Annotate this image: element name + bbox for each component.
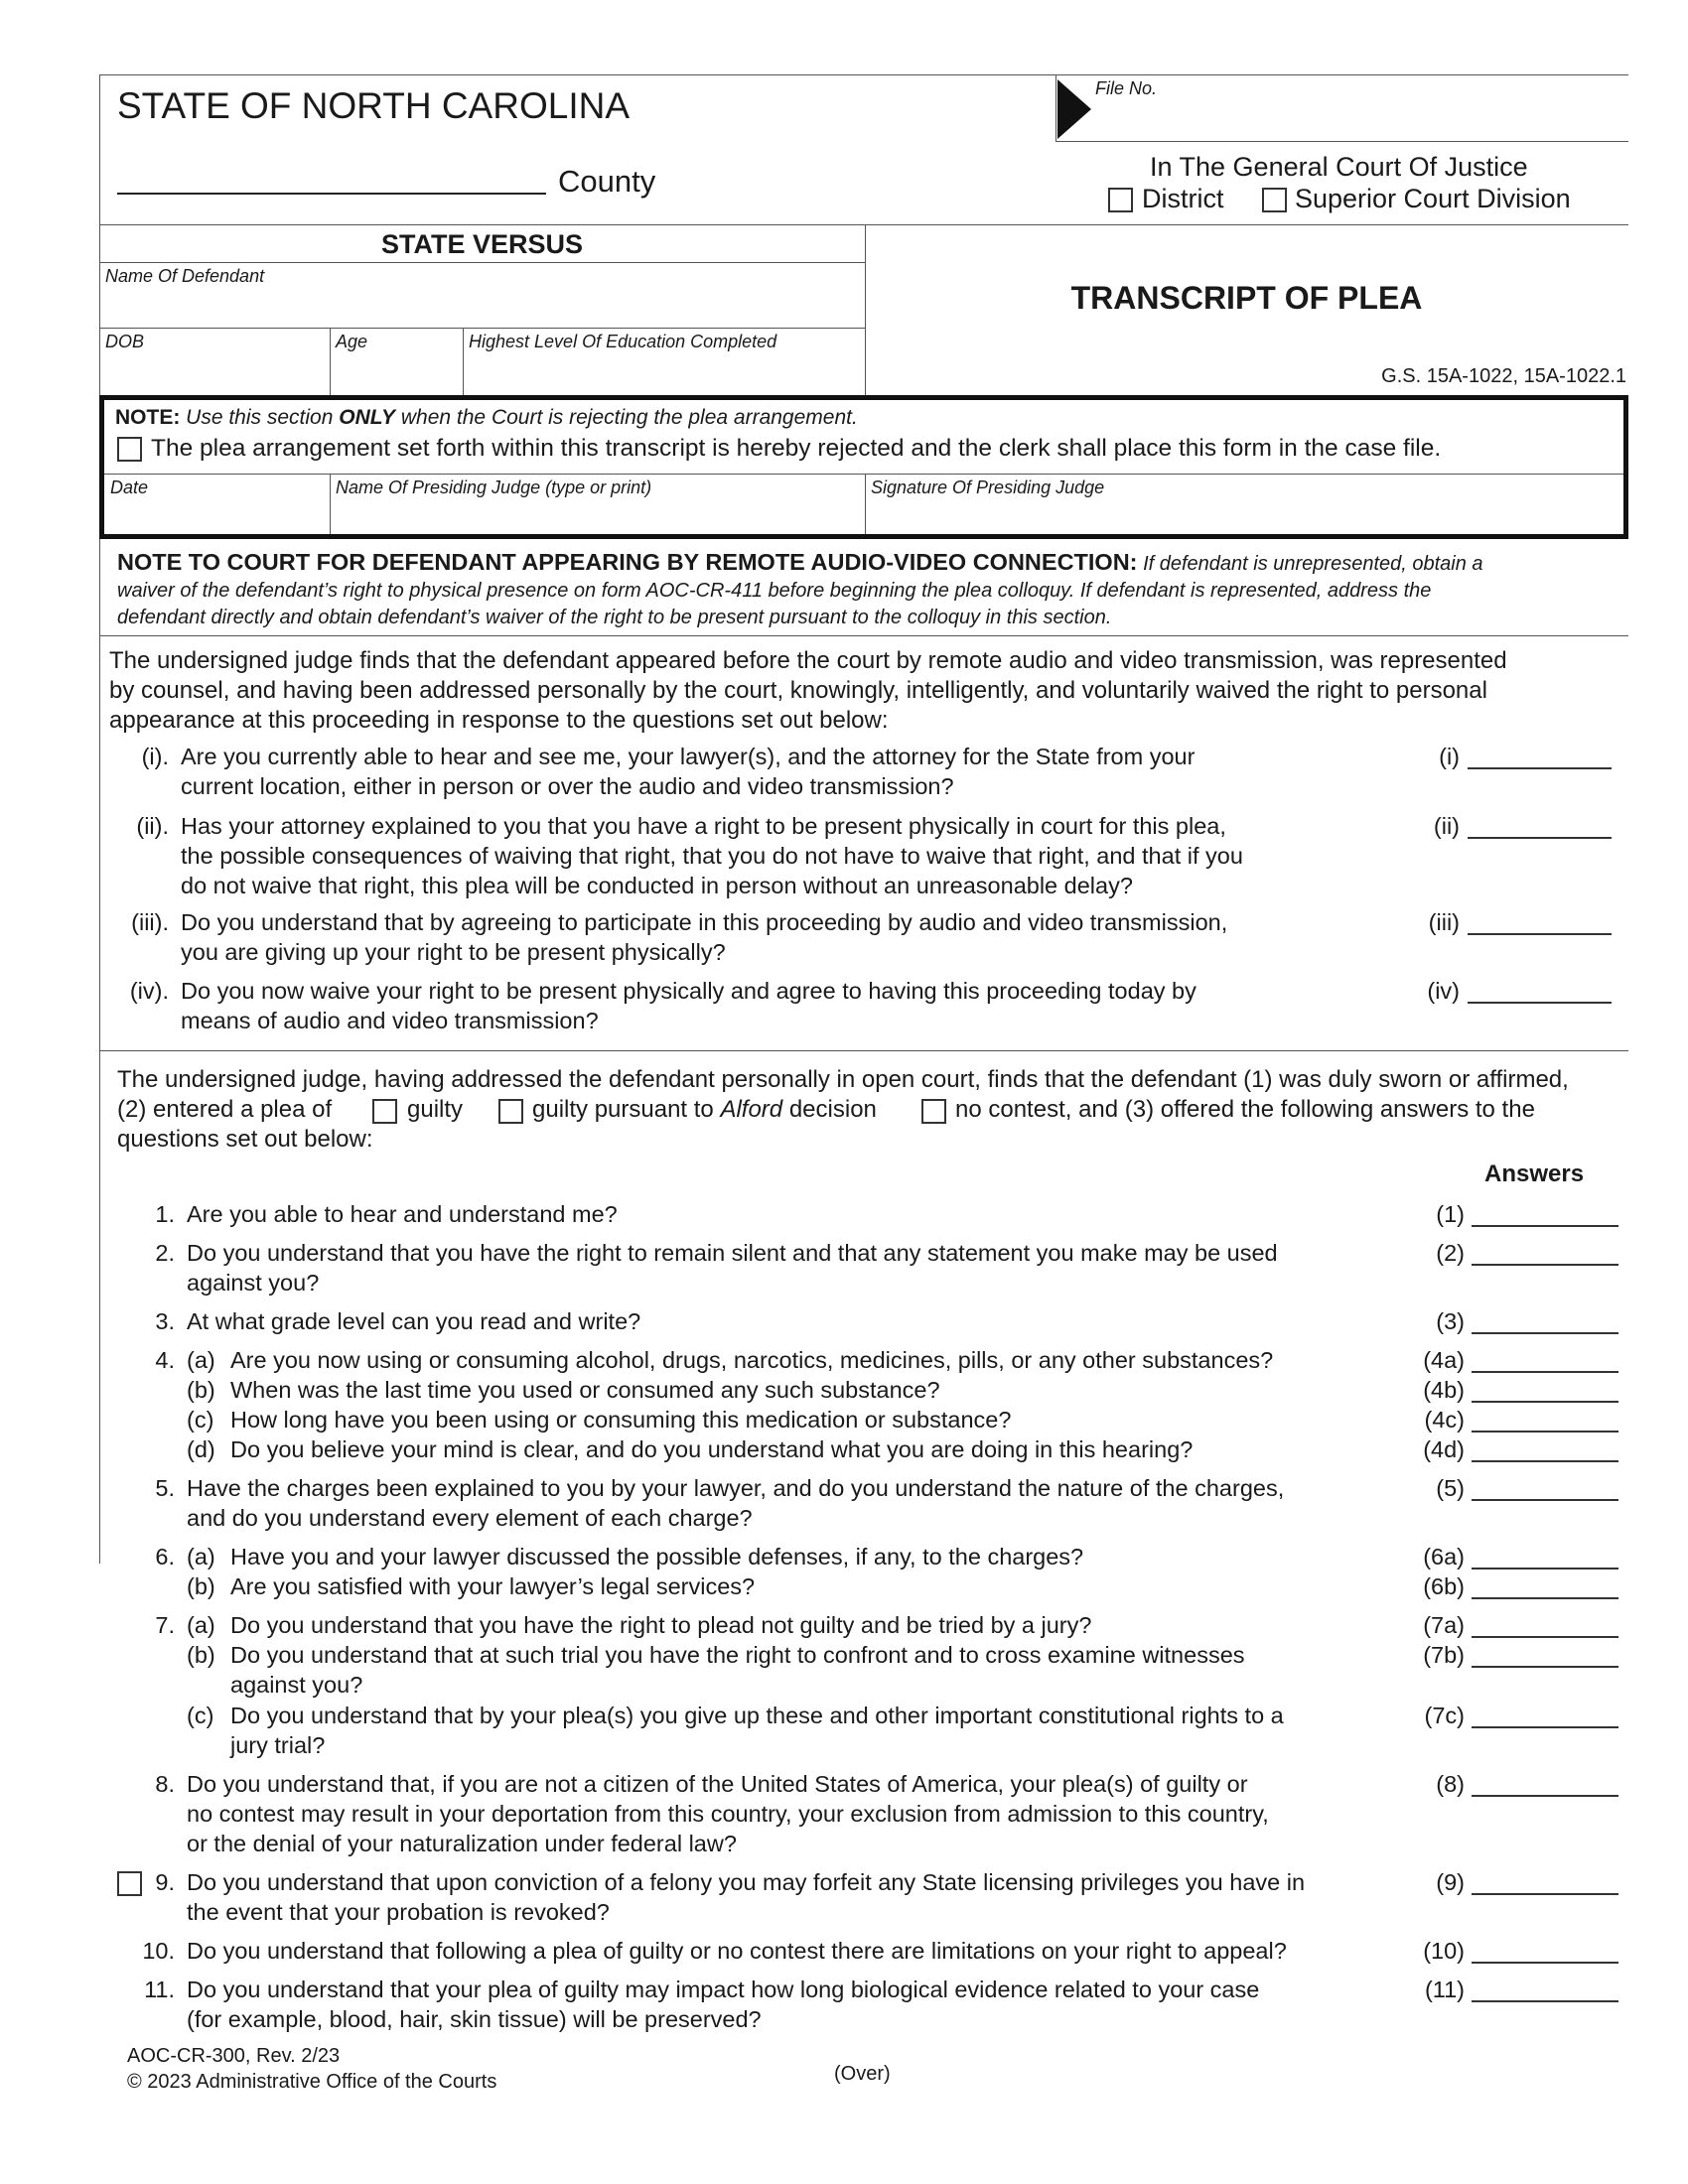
- plea-no-contest-checkbox[interactable]: [921, 1099, 946, 1124]
- question-2-text-line-2: against you?: [187, 1270, 320, 1296]
- question-7-c-text-line-1: Do you understand that by your plea(s) you give up these and other important constitutional rights to a: [230, 1703, 1284, 1728]
- age-label: Age: [336, 332, 368, 351]
- question-4-c-text-line-1: How long have you been using or consuming this medication or substance?: [230, 1407, 1012, 1433]
- remote-question-4-answer-field[interactable]: [1468, 1002, 1612, 1004]
- question-5-answer-code: (5): [1436, 1475, 1465, 1501]
- reject-date-field[interactable]: [110, 499, 325, 531]
- question-3-number: 3.: [155, 1308, 175, 1334]
- remote-question-2-text-line-3: do not waive that right, this plea will be conducted in person without an unreasonable delay?: [181, 873, 1133, 898]
- remote-question-2-answer-code: (ii): [1433, 813, 1460, 839]
- remote-question-1-text-line-1: Are you currently able to hear and see me, your lawyer(s), and the attorney for the State from your: [181, 744, 1196, 769]
- question-6-b-letter: (b): [187, 1573, 215, 1599]
- state-versus-heading: STATE VERSUS: [380, 229, 584, 259]
- question-1-number: 1.: [155, 1201, 175, 1227]
- question-4-number: 4.: [155, 1347, 175, 1373]
- question-6-b-text-line-1: Are you satisfied with your lawyer’s legal services?: [230, 1573, 756, 1599]
- defendant-name-label: Name Of Defendant: [105, 266, 265, 286]
- plea-alford-checkbox[interactable]: [498, 1099, 523, 1124]
- question-7-c-text-line-2: jury trial?: [230, 1732, 326, 1758]
- question-10-answer-field[interactable]: [1472, 1962, 1618, 1964]
- remote-note-line2: waiver of the defendant’s right to physical presence on form AOC-CR-411 before beginning the plea colloquy. If defendant is represented, address the: [117, 580, 1432, 602]
- remote-question-1-number: (i).: [141, 744, 169, 769]
- plea-line2-pre: (2) entered a plea of: [117, 1096, 333, 1123]
- question-6-b-answer-code: (6b): [1423, 1573, 1465, 1599]
- remote-finding-line1: The undersigned judge finds that the defendant appeared before the court by remote audio and video transmission, was represented: [109, 647, 1507, 674]
- county-line[interactable]: [117, 193, 546, 195]
- copyright: © 2023 Administrative Office of the Courts: [127, 2071, 497, 2093]
- education-field[interactable]: [469, 353, 858, 391]
- question-4-b-text-line-1: When was the last time you used or consumed any such substance?: [230, 1377, 940, 1403]
- file-no-label: File No.: [1095, 78, 1158, 98]
- question-7-number: 7.: [155, 1612, 175, 1638]
- question-11-number: 11.: [144, 1977, 175, 2002]
- plea-finding: [117, 1065, 1626, 1155]
- remote-question-3-text-line-1: Do you understand that by agreeing to participate in this proceeding by audio and video transmission,: [181, 909, 1228, 935]
- question-7-b-letter: (b): [187, 1642, 215, 1668]
- remote-finding: [109, 646, 1618, 736]
- question-4-a-letter: (a): [187, 1347, 215, 1373]
- question-9-text-line-1: Do you understand that upon conviction of a felony you may forfeit any State licensing privileges you have in: [187, 1869, 1306, 1895]
- question-6-b-answer-field[interactable]: [1472, 1597, 1618, 1599]
- remote-question-1-text-line-2: current location, either in person or over the audio and video transmission?: [181, 773, 954, 799]
- question-5-answer-field[interactable]: [1472, 1499, 1618, 1501]
- question-8-text-line-2: no contest may result in your deportation from this country, your exclusion from admission to this country,: [187, 1801, 1269, 1827]
- state-title: STATE OF NORTH CAROLINA: [117, 85, 630, 126]
- question-7-a-answer-field[interactable]: [1472, 1636, 1618, 1638]
- question-4-c-answer-field[interactable]: [1472, 1431, 1618, 1433]
- question-3-answer-code: (3): [1436, 1308, 1465, 1334]
- question-6-a-answer-code: (6a): [1423, 1544, 1465, 1570]
- question-7-a-answer-code: (7a): [1423, 1612, 1465, 1638]
- reject-judge-name-label: Name Of Presiding Judge (type or print): [336, 478, 652, 497]
- question-4-a-answer-code: (4a): [1423, 1347, 1465, 1373]
- reject-plea-text: The plea arrangement set forth within this transcript is hereby rejected and the clerk shall place this form in the case file.: [151, 435, 1442, 462]
- question-4-d-text-line-1: Do you believe your mind is clear, and do you understand what you are doing in this hearing?: [230, 1436, 1194, 1462]
- remote-note-line3: defendant directly and obtain defendant’s waiver of the right to be present pursuant to the colloquy in this section.: [117, 607, 1112, 628]
- remote-question-1-answer-field[interactable]: [1468, 767, 1612, 769]
- remote-question-4-number: (iv).: [129, 978, 169, 1004]
- question-9-checkbox[interactable]: [117, 1871, 142, 1896]
- question-11-answer-field[interactable]: [1472, 2000, 1618, 2002]
- question-6-a-letter: (a): [187, 1544, 215, 1570]
- plea-finding-line3: questions set out below:: [117, 1126, 373, 1153]
- district-label: District: [1142, 184, 1224, 213]
- remote-note: [117, 549, 1626, 631]
- question-8-answer-code: (8): [1436, 1771, 1465, 1797]
- remote-question-4-text-line-1: Do you now waive your right to be present physically and agree to having this proceeding today by: [181, 978, 1196, 1004]
- remote-finding-line2: by counsel, and having been addressed personally by the court, knowingly, intelligently, and voluntarily waived the right to personal: [109, 677, 1487, 704]
- statute-citation: G.S. 15A-1022, 15A-1022.1: [1381, 365, 1626, 387]
- remote-question-4-answer-code: (iv): [1427, 978, 1460, 1004]
- question-9-answer-field[interactable]: [1472, 1893, 1618, 1895]
- question-8-text-line-1: Do you understand that, if you are not a citizen of the United States of America, your plea(s) of guilty or: [187, 1771, 1248, 1797]
- reject-judge-sig-label: Signature Of Presiding Judge: [871, 478, 1105, 497]
- question-3-text-line-1: At what grade level can you read and write?: [187, 1308, 641, 1334]
- form-title: TRANSCRIPT OF PLEA: [1070, 280, 1423, 316]
- superior-court-label: Superior Court Division: [1295, 184, 1571, 213]
- district-checkbox[interactable]: [1108, 188, 1133, 212]
- question-5-number: 5.: [155, 1475, 175, 1501]
- remote-question-2-text-line-2: the possible consequences of waiving that right, that you do not have to waive that right, and that if you: [181, 843, 1243, 869]
- question-7-b-answer-code: (7b): [1423, 1642, 1465, 1668]
- question-11-text-line-2: (for example, blood, hair, skin tissue) will be preserved?: [187, 2006, 762, 2032]
- reject-plea-checkbox[interactable]: [117, 437, 142, 462]
- question-4-d-answer-field[interactable]: [1472, 1460, 1618, 1462]
- question-4-a-answer-field[interactable]: [1472, 1371, 1618, 1373]
- question-11-answer-code: (11): [1424, 1977, 1465, 2002]
- question-9-number: 9.: [155, 1869, 175, 1895]
- question-11-text-line-1: Do you understand that your plea of guilty may impact how long biological evidence related to your case: [187, 1977, 1260, 2002]
- question-10-answer-code: (10): [1423, 1938, 1465, 1964]
- rejection-note-only: ONLY: [339, 406, 396, 429]
- court-title: In The General Court Of Justice: [1150, 152, 1528, 182]
- question-2-answer-field[interactable]: [1472, 1264, 1618, 1266]
- question-1-answer-code: (1): [1436, 1201, 1465, 1227]
- question-4-a-text-line-1: Are you now using or consuming alcohol, drugs, narcotics, medicines, pills, or any other substances?: [230, 1347, 1274, 1373]
- education-label: Highest Level Of Education Completed: [469, 332, 777, 351]
- question-2-answer-code: (2): [1436, 1240, 1465, 1266]
- question-8-number: 8.: [155, 1771, 175, 1797]
- question-1-answer-field[interactable]: [1472, 1225, 1618, 1227]
- question-6-number: 6.: [155, 1544, 175, 1570]
- plea-alford-label: guilty pursuant to Alford decision: [532, 1096, 877, 1123]
- plea-guilty-label: guilty: [407, 1096, 464, 1123]
- question-5-text-line-2: and do you understand every element of each charge?: [187, 1505, 753, 1531]
- question-7-b-text-line-1: Do you understand that at such trial you have the right to confront and to cross examine witnesses: [230, 1642, 1245, 1668]
- reject-judge-sig-field[interactable]: [871, 499, 1618, 531]
- question-4-b-answer-code: (4b): [1423, 1377, 1465, 1403]
- remote-question-3-number: (iii).: [131, 909, 169, 935]
- defendant-name-field[interactable]: [105, 288, 855, 324]
- question-7-b-answer-field[interactable]: [1472, 1666, 1618, 1668]
- over-label: (Over): [834, 2063, 891, 2085]
- question-8-answer-field[interactable]: [1472, 1795, 1618, 1797]
- question-10-number: 10.: [142, 1938, 175, 1964]
- file-no-field[interactable]: [1102, 99, 1618, 137]
- remote-note-bold: NOTE TO COURT FOR DEFENDANT APPEARING BY REMOTE AUDIO-VIDEO CONNECTION:: [117, 549, 1138, 575]
- remote-finding-line3: appearance at this proceeding in response to the questions set out below:: [109, 707, 889, 734]
- question-2-number: 2.: [155, 1240, 175, 1266]
- question-7-b-text-line-2: against you?: [230, 1672, 363, 1698]
- question-7-c-answer-field[interactable]: [1472, 1726, 1618, 1728]
- question-6-a-text-line-1: Have you and your lawyer discussed the possible defenses, if any, to the charges?: [230, 1544, 1084, 1570]
- remote-question-4-text-line-2: means of audio and video transmission?: [181, 1008, 599, 1033]
- remote-note-line1: If defendant is unrepresented, obtain a: [1143, 553, 1483, 575]
- question-9-answer-code: (9): [1436, 1869, 1465, 1895]
- question-7-c-answer-code: (7c): [1424, 1703, 1465, 1728]
- remote-question-2-number: (ii).: [136, 813, 169, 839]
- plea-no-contest-label: no contest, and (3) offered the following answers to the: [955, 1096, 1535, 1123]
- rejection-note-bold: NOTE:: [115, 406, 181, 429]
- remote-question-3-answer-code: (iii): [1428, 909, 1460, 935]
- question-2-text-line-1: Do you understand that you have the right to remain silent and that any statement you make may be used: [187, 1240, 1278, 1266]
- plea-guilty-checkbox[interactable]: [372, 1099, 397, 1124]
- remote-question-3-text-line-2: you are giving up your right to be present physically?: [181, 939, 726, 965]
- question-1-text-line-1: Are you able to hear and understand me?: [187, 1201, 618, 1227]
- question-4-b-letter: (b): [187, 1377, 215, 1403]
- question-4-c-answer-code: (4c): [1424, 1407, 1465, 1433]
- question-4-d-answer-code: (4d): [1423, 1436, 1465, 1462]
- age-field[interactable]: [336, 353, 457, 391]
- rejection-note-post: when the Court is rejecting the plea arrangement.: [400, 406, 858, 429]
- plea-finding-line1: The undersigned judge, having addressed the defendant personally in open court, finds that the defendant (1) was duly sworn or affirmed,: [117, 1066, 1569, 1093]
- reject-judge-name-field[interactable]: [336, 499, 858, 531]
- rejection-note: [115, 406, 858, 430]
- dob-label: DOB: [105, 332, 145, 351]
- answers-header: Answers: [1484, 1160, 1585, 1187]
- question-6-a-answer-field[interactable]: [1472, 1568, 1618, 1570]
- file-no-arrow-icon: [1055, 77, 1095, 141]
- question-10-text-line-1: Do you understand that following a plea of guilty or no contest there are limitations on your right to appeal?: [187, 1938, 1287, 1964]
- remote-question-2-answer-field[interactable]: [1468, 837, 1612, 839]
- remote-question-3-answer-field[interactable]: [1468, 933, 1612, 935]
- question-7-a-text-line-1: Do you understand that you have the right to plead not guilty and be tried by a jury?: [230, 1612, 1092, 1638]
- remote-question-2-text-line-1: Has your attorney explained to you that you have a right to be present physically in court for this plea,: [181, 813, 1226, 839]
- question-8-text-line-3: or the denial of your naturalization under federal law?: [187, 1831, 737, 1856]
- question-9-text-line-2: the event that your probation is revoked?: [187, 1899, 610, 1925]
- question-4-d-letter: (d): [187, 1436, 215, 1462]
- reject-date-label: Date: [110, 478, 149, 497]
- county-label: County: [558, 164, 656, 199]
- question-5-text-line-1: Have the charges been explained to you by your lawyer, and do you understand the nature of the charges,: [187, 1475, 1285, 1501]
- remote-question-1-answer-code: (i): [1439, 744, 1460, 769]
- question-7-c-letter: (c): [187, 1703, 214, 1728]
- question-4-c-letter: (c): [187, 1407, 214, 1433]
- question-4-b-answer-field[interactable]: [1472, 1401, 1618, 1403]
- question-7-a-letter: (a): [187, 1612, 215, 1638]
- rejection-note-pre: Use this section: [186, 406, 334, 429]
- dob-field[interactable]: [105, 353, 324, 391]
- question-3-answer-field[interactable]: [1472, 1332, 1618, 1334]
- superior-court-checkbox[interactable]: [1262, 188, 1287, 212]
- form-id: AOC-CR-300, Rev. 2/23: [127, 2045, 341, 2067]
